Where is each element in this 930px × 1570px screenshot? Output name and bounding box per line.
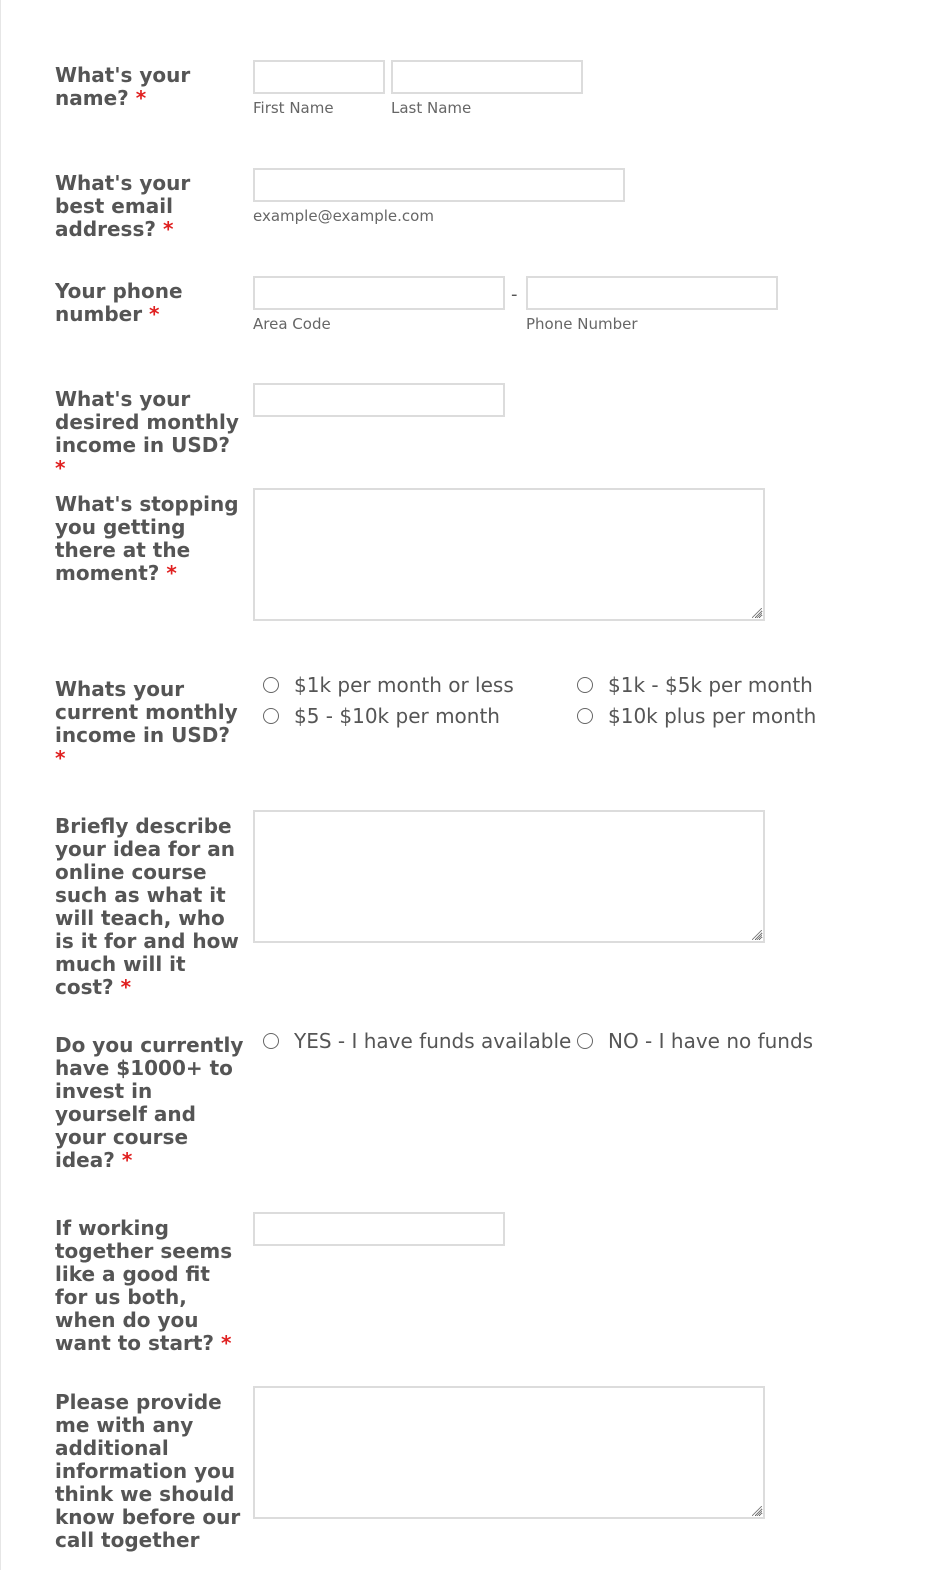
- radio-label: $1k per month or less: [294, 673, 514, 697]
- course-idea-question-text: Briefly describe your idea for an online course such as what it will teach, who is it for and how much will it cost?: [55, 814, 239, 999]
- resize-handle-icon[interactable]: [752, 930, 762, 940]
- area-code-input[interactable]: [253, 276, 505, 310]
- resize-handle-icon[interactable]: [752, 1506, 762, 1516]
- radio-circle-icon[interactable]: [577, 708, 593, 724]
- email-question-label: [55, 172, 245, 241]
- phone-number-sublabel: Phone Number: [526, 315, 638, 333]
- course-idea-textarea[interactable]: [253, 810, 765, 943]
- additional-info-textarea[interactable]: [253, 1386, 765, 1519]
- stopping-question-label: [55, 493, 245, 585]
- radio-label: NO - I have no funds: [608, 1029, 814, 1053]
- funds-option-yes[interactable]: [263, 1029, 571, 1053]
- required-asterisk: *: [135, 86, 147, 110]
- required-asterisk: *: [55, 456, 66, 480]
- required-asterisk: *: [55, 746, 66, 770]
- desired-income-input[interactable]: [253, 383, 505, 417]
- desired-income-question-label: [55, 388, 245, 480]
- income-option-5-10k[interactable]: [263, 704, 500, 728]
- required-asterisk: *: [149, 302, 160, 326]
- radio-label: $1k - $5k per month: [608, 673, 813, 697]
- resize-handle-icon[interactable]: [752, 608, 762, 618]
- last-name-sublabel: Last Name: [391, 99, 472, 117]
- radio-label: $5 - $10k per month: [294, 704, 500, 728]
- phone-number-input[interactable]: [526, 276, 778, 310]
- name-question-text: What's your name?: [55, 63, 191, 110]
- current-income-question-text: Whats your current monthly income in USD?: [55, 677, 238, 747]
- required-asterisk: *: [121, 1148, 133, 1172]
- funds-question-label: [55, 1034, 245, 1172]
- area-code-sublabel: Area Code: [253, 315, 331, 333]
- additional-info-question-text: Please provide me with any additional information you think we should know before our call together: [55, 1390, 241, 1552]
- course-idea-question-label: [55, 815, 245, 999]
- stopping-question-text: What's stopping you getting there at the moment?: [55, 492, 239, 585]
- email-question-text: What's your best email address?: [55, 171, 191, 241]
- start-question-label: [55, 1217, 245, 1355]
- first-name-sublabel: First Name: [253, 99, 334, 117]
- required-asterisk: *: [162, 217, 174, 241]
- radio-circle-icon[interactable]: [263, 708, 279, 724]
- funds-option-no[interactable]: [577, 1029, 813, 1053]
- stopping-textarea[interactable]: [253, 488, 765, 621]
- phone-separator: -: [511, 284, 518, 305]
- radio-circle-icon[interactable]: [263, 677, 279, 693]
- funds-question-text: Do you currently have $1000+ to invest in yourself and your course idea?: [55, 1033, 244, 1172]
- required-asterisk: *: [120, 975, 132, 999]
- phone-question-text: Your phone number: [55, 279, 183, 326]
- income-option-1k-or-less[interactable]: [263, 673, 514, 697]
- desired-income-question-text: What's your desired monthly income in USD?: [55, 387, 239, 457]
- email-input[interactable]: [253, 168, 625, 202]
- required-asterisk: *: [220, 1331, 232, 1355]
- radio-circle-icon[interactable]: [577, 1033, 593, 1049]
- email-sublabel: example@example.com: [253, 207, 434, 225]
- radio-label: YES - I have funds available: [294, 1029, 572, 1053]
- last-name-input[interactable]: [391, 60, 583, 94]
- phone-question-label: [55, 280, 245, 326]
- name-question-label: [55, 64, 245, 110]
- income-option-10k-plus[interactable]: [577, 704, 816, 728]
- start-date-input[interactable]: [253, 1212, 505, 1246]
- radio-circle-icon[interactable]: [263, 1033, 279, 1049]
- start-question-text: If working together seems like a good fit for us both, when do you want to start?: [55, 1216, 233, 1355]
- additional-info-question-label: [55, 1391, 245, 1552]
- radio-circle-icon[interactable]: [577, 677, 593, 693]
- required-asterisk: *: [166, 561, 177, 585]
- current-income-question-label: [55, 678, 245, 770]
- income-option-1k-5k[interactable]: [577, 673, 813, 697]
- radio-label: $10k plus per month: [608, 704, 817, 728]
- first-name-input[interactable]: [253, 60, 385, 94]
